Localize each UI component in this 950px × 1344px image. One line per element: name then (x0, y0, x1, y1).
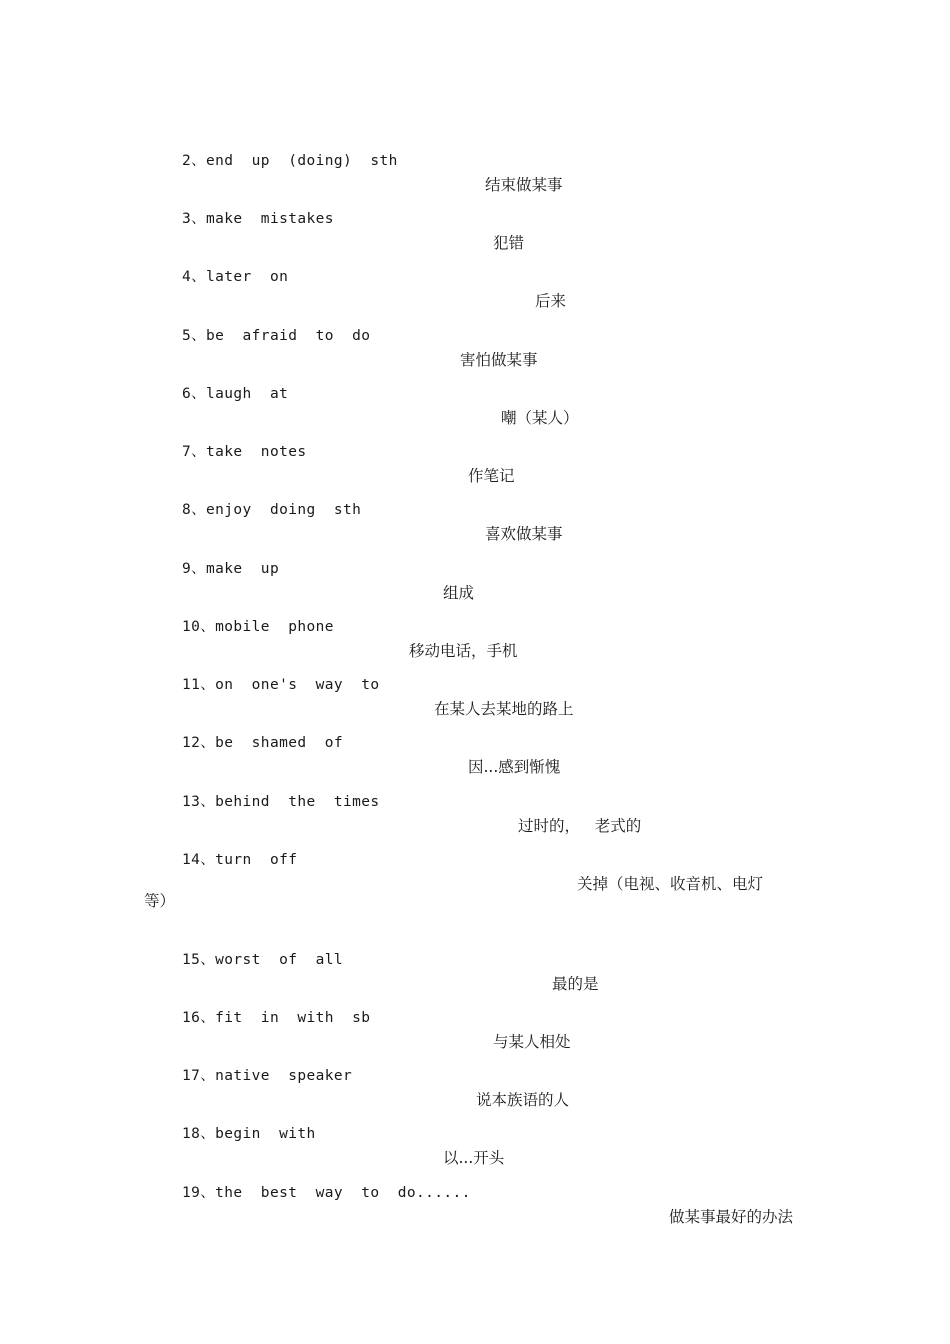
chinese-meaning: 做某事最好的办法 (669, 1208, 794, 1226)
chinese-meaning: 结束做某事 (485, 176, 563, 194)
english-phrase: 16、fit in with sb (182, 1010, 371, 1026)
chinese-meaning: 组成 (443, 584, 475, 602)
list-item (0, 533, 475, 602)
chinese-meaning: 过时的， 老式的 (518, 817, 642, 835)
chinese-meaning: 最的是 (552, 975, 599, 993)
list-item (0, 183, 525, 252)
english-phrase: 14、turn off (182, 852, 298, 868)
english-phrase: 5、be afraid to do (182, 328, 371, 344)
list-item (0, 982, 571, 1051)
english-phrase: 6、laugh at (182, 386, 289, 402)
english-phrase: 12、be shamed of (182, 735, 343, 751)
english-phrase: 3、make mistakes (182, 211, 334, 227)
english-phrase: 15、worst of all (182, 952, 343, 968)
chinese-meaning: 因...感到惭愧 (468, 758, 561, 776)
english-phrase: 10、mobile phone (182, 619, 334, 635)
chinese-meaning: 关掉（电视、收音机、电灯 (577, 875, 764, 893)
chinese-meaning: 犯错 (493, 234, 525, 252)
list-item (0, 300, 538, 369)
english-phrase: 13、behind the times (182, 794, 380, 810)
list-item-continuation (0, 865, 176, 910)
english-phrase: 19、the best way to do...... (182, 1185, 471, 1201)
list-item (0, 416, 515, 485)
chinese-meaning: 移动电话，手机 (409, 642, 518, 660)
chinese-meaning: 与某人相处 (493, 1033, 571, 1051)
english-phrase: 18、begin with (182, 1126, 316, 1142)
chinese-meaning: 嘲（某人） (501, 409, 579, 427)
english-phrase: 11、on one's way to (182, 677, 380, 693)
english-phrase: 4、later on (182, 269, 289, 285)
chinese-meaning: 喜欢做某事 (485, 525, 563, 543)
english-phrase: 2、end up (doing) sth (182, 153, 398, 169)
english-phrase: 7、take notes (182, 444, 307, 460)
chinese-meaning: 害怕做某事 (460, 351, 538, 369)
chinese-meaning: 在某人去某地的路上 (434, 700, 574, 718)
chinese-meaning: 以...开头 (443, 1149, 505, 1167)
chinese-meaning: 后来 (535, 292, 567, 310)
english-phrase: 17、native speaker (182, 1068, 353, 1084)
list-item (0, 125, 563, 194)
chinese-meaning: 说本族语的人 (476, 1091, 570, 1109)
list-item (0, 924, 599, 993)
english-phrase: 8、enjoy doing sth (182, 502, 362, 518)
chinese-meaning: 作笔记 (468, 467, 515, 485)
list-item (0, 1098, 505, 1167)
chinese-meaning-continuation: 等） (144, 892, 176, 910)
english-phrase: 9、make up (182, 561, 280, 577)
